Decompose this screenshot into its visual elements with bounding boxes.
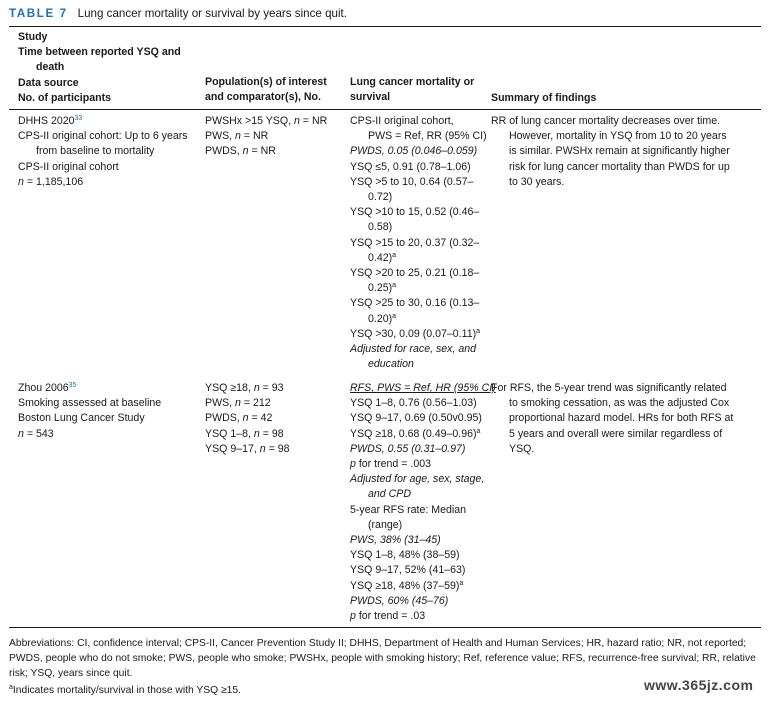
outcome-line — [350, 427, 496, 442]
outcome-text — [350, 610, 425, 622]
study-detail: Smoking assessed at baseline — [18, 397, 162, 410]
outcome-line — [350, 609, 496, 624]
header-line: No. of participants — [18, 91, 111, 104]
population-label: YSQ 9–17, — [205, 442, 260, 455]
outcome-text: PWDS, 0.05 (0.046–0.059) — [350, 145, 478, 158]
population-label: PWSHx >15 YSQ, — [205, 115, 295, 127]
outcome-line — [350, 381, 496, 396]
table-title: Lung cancer mortality or survival by years since quit. — [77, 7, 348, 20]
outcome-text: YSQ ≤5, 0.91 (0.78–1.06) — [350, 160, 471, 173]
footnote-marker: a — [392, 282, 397, 290]
table-label: TABLE 7 — [9, 7, 68, 20]
outcome-line — [350, 281, 487, 296]
abbreviations-note: Abbreviations: CI, confidence interval; CPS-II, Cancer Prevention Study II; DHHS, Department of Health and Human Services; HR, hazard ratio; NR, not reported; PWDS, people who do not smoke; PWS, people who smoke; PWSHx, people with smoking history; Ref, reference value; RFS, recurrence-free survival; RR, relative risk; YSQ, years since quit. — [9, 638, 756, 680]
study-detail: CPS-II original cohort: Up to 6 years — [18, 130, 188, 143]
footnote-marker: a — [9, 684, 13, 691]
population-item — [205, 381, 290, 396]
population-label: YSQ ≥18, — [205, 382, 254, 394]
row-2-population — [205, 381, 290, 457]
outcome-text: PWS = Ref, RR (95% CI) — [368, 130, 487, 143]
summary-line: RR of lung cancer mortality decreases over time. — [491, 115, 721, 127]
header-line: and comparator(s), No. — [205, 91, 321, 104]
outcome-text: 5-year RFS rate: Median — [350, 503, 466, 516]
outcome-line — [350, 533, 496, 548]
outcome-text: 0.42) — [368, 251, 393, 264]
row-1-outcome — [350, 114, 487, 372]
outcome-line — [350, 396, 496, 411]
outcome-line — [350, 220, 487, 235]
n-symbol: n — [242, 145, 249, 158]
header-rule — [9, 109, 761, 110]
header-population — [205, 75, 327, 105]
summary-line: risk for lung cancer mortality than PWDS for up — [509, 160, 730, 173]
population-label: YSQ 1–8, — [205, 427, 254, 440]
row-1-study — [18, 114, 188, 190]
header-line: Lung cancer mortality or — [350, 76, 475, 88]
outcome-text: YSQ >30, 0.09 (0.07–0.11) — [350, 327, 477, 340]
summary-line: For RFS, the 5-year trend was significantly related — [491, 382, 727, 394]
header-line: death — [36, 61, 65, 74]
outcome-text: Adjusted for race, sex, and — [350, 343, 477, 356]
row-1-summary — [491, 114, 730, 190]
n-symbol: n — [235, 397, 241, 410]
summary-line: YSQ. — [509, 442, 535, 455]
n-symbol: n — [294, 115, 300, 127]
population-item — [205, 129, 327, 144]
outcome-text — [350, 458, 431, 470]
n-value: = 1,185,106 — [23, 175, 84, 188]
outcome-line — [350, 518, 496, 533]
participant-count — [18, 427, 161, 442]
footnote — [9, 683, 241, 698]
outcome-line — [350, 357, 487, 372]
outcome-text: PWS, 38% (31–45) — [350, 534, 441, 547]
outcome-text: YSQ 9–17, 0.69 (0.50v0.95) — [350, 412, 482, 425]
p-value: for trend = .003 — [355, 458, 431, 471]
population-count: = 212 — [240, 397, 271, 410]
population-label: PWDS, — [205, 412, 243, 425]
n-symbol: n — [18, 427, 24, 440]
outcome-text: Adjusted for age, sex, stage, — [350, 473, 485, 486]
outcome-line — [350, 503, 496, 518]
outcome-line — [350, 296, 487, 311]
footnote-marker: a — [392, 312, 397, 320]
footnote-marker: a — [459, 579, 464, 587]
study-detail: CPS-II original cohort — [18, 160, 119, 173]
table-caption — [9, 6, 347, 21]
p-symbol: p — [350, 610, 356, 623]
population-count: = NR — [299, 115, 328, 127]
top-rule — [9, 26, 761, 27]
outcome-line — [350, 251, 487, 266]
population-item — [205, 427, 290, 442]
n-symbol: n — [235, 130, 241, 143]
outcome-text: 0.72) — [368, 191, 393, 204]
outcome-text: RFS, PWS = Ref, HR (95% CI) — [350, 382, 496, 394]
header-study — [18, 30, 181, 106]
footnote-marker: a — [476, 327, 481, 335]
outcome-line — [350, 160, 487, 175]
outcome-text: education — [368, 358, 414, 371]
footnote-marker: a — [392, 251, 397, 259]
population-count: = 42 — [248, 412, 273, 425]
outcome-text: YSQ 1–8, 0.76 (0.56–1.03) — [350, 397, 477, 410]
n-value: = 543 — [23, 427, 54, 440]
population-item — [205, 114, 327, 129]
population-label: PWS, — [205, 397, 236, 410]
study-name: DHHS 2020 — [18, 115, 75, 127]
study-name: Zhou 2006 — [18, 382, 69, 394]
outcome-text: YSQ >20 to 25, 0.21 (0.18– — [350, 267, 480, 280]
population-count: = 93 — [259, 382, 284, 394]
header-line: Summary of findings — [491, 92, 597, 104]
outcome-text: PWDS, 0.55 (0.31–0.97) — [350, 442, 466, 455]
outcome-line — [350, 175, 487, 190]
outcome-text: YSQ >25 to 30, 0.16 (0.13– — [350, 297, 480, 310]
outcome-text: CPS-II original cohort, — [350, 115, 454, 127]
outcome-text: PWDS, 60% (45–76) — [350, 594, 449, 607]
population-item — [205, 144, 327, 159]
population-count: = NR — [248, 145, 276, 158]
study-name-line — [18, 381, 161, 396]
n-symbol: n — [253, 427, 260, 440]
reference-link[interactable]: 33 — [74, 115, 83, 122]
outcome-line — [350, 342, 487, 357]
n-symbol: n — [253, 382, 260, 394]
watermark-logo: www.365jz.com — [644, 677, 754, 693]
outcome-line — [350, 114, 487, 129]
outcome-text: YSQ >5 to 10, 0.64 (0.57– — [350, 175, 474, 188]
outcome-line — [350, 205, 487, 220]
summary-line: 5 years and overall were similar regardless of — [509, 427, 723, 440]
outcome-line — [350, 472, 496, 487]
n-symbol: n — [18, 175, 24, 188]
population-label: PWS, — [205, 130, 236, 143]
outcome-line — [350, 411, 496, 426]
population-count: = NR — [240, 130, 269, 143]
footnote-marker: a — [476, 427, 481, 435]
summary-line: proportional hazard model. HRs for both RFS at — [509, 412, 734, 425]
header-line: Study — [18, 31, 48, 43]
outcome-text: YSQ 1–8, 48% (38–59) — [350, 549, 460, 562]
bottom-rule — [9, 627, 761, 628]
outcome-text: 0.20) — [368, 312, 393, 325]
study-detail: from baseline to mortality — [36, 145, 155, 158]
participant-count — [18, 175, 188, 190]
n-symbol: n — [242, 412, 249, 425]
outcome-text: and CPD — [368, 488, 411, 501]
outcome-line — [350, 487, 496, 502]
outcome-text: YSQ ≥18, 48% (37–59) — [350, 579, 460, 592]
outcome-line — [350, 236, 487, 251]
summary-line: to smoking cessation, as was the adjusted Cox — [509, 397, 730, 410]
summary-line: to 30 years. — [509, 175, 565, 188]
outcome-line — [350, 563, 496, 578]
row-2-outcome — [350, 381, 496, 624]
outcome-line — [350, 266, 487, 281]
study-detail: Boston Lung Cancer Study — [18, 412, 145, 425]
outcome-text: 0.58) — [368, 221, 393, 234]
outcome-text: YSQ 9–17, 52% (41–63) — [350, 564, 466, 577]
population-count: = 98 — [259, 427, 284, 440]
outcome-text: YSQ ≥18, 0.68 (0.49–0.96) — [350, 427, 477, 440]
outcome-line — [350, 312, 487, 327]
outcome-line — [350, 442, 496, 457]
outcome-line — [350, 579, 496, 594]
summary-line: is similar. PWSHx remain at significantly higher — [509, 145, 730, 158]
population-item — [205, 396, 290, 411]
outcome-line — [350, 327, 487, 342]
population-label: PWDS, — [205, 145, 243, 158]
outcome-line — [350, 594, 496, 609]
outcome-text: YSQ >10 to 15, 0.52 (0.46– — [350, 206, 480, 219]
reference-link[interactable]: 35 — [68, 382, 77, 389]
population-item — [205, 442, 290, 457]
outcome-text: (range) — [368, 518, 403, 531]
summary-line: However, mortality in YSQ from 10 to 20 years — [509, 130, 727, 143]
outcome-line — [350, 144, 487, 159]
outcome-text: 0.25) — [368, 282, 393, 295]
p-symbol: p — [350, 458, 356, 471]
header-line: Data source — [18, 76, 79, 89]
header-line: Time between reported YSQ and — [18, 46, 181, 59]
outcome-line — [350, 548, 496, 563]
study-name-line — [18, 114, 188, 129]
population-item — [205, 411, 290, 426]
outcome-line — [350, 129, 487, 144]
header-outcome — [350, 75, 474, 105]
row-1-population — [205, 114, 327, 160]
footnote-text: Indicates mortality/survival in those with YSQ ≥15. — [12, 685, 241, 696]
row-2-study — [18, 381, 161, 442]
header-line: Population(s) of interest — [205, 76, 327, 88]
outcome-line — [350, 457, 496, 472]
header-summary — [491, 91, 596, 106]
population-count: = 98 — [265, 442, 290, 455]
row-2-summary — [491, 381, 733, 457]
header-line: survival — [350, 91, 391, 104]
outcome-line — [350, 190, 487, 205]
outcome-text: YSQ >15 to 20, 0.37 (0.32– — [350, 236, 480, 249]
p-value: for trend = .03 — [355, 610, 426, 623]
n-symbol: n — [259, 442, 266, 455]
